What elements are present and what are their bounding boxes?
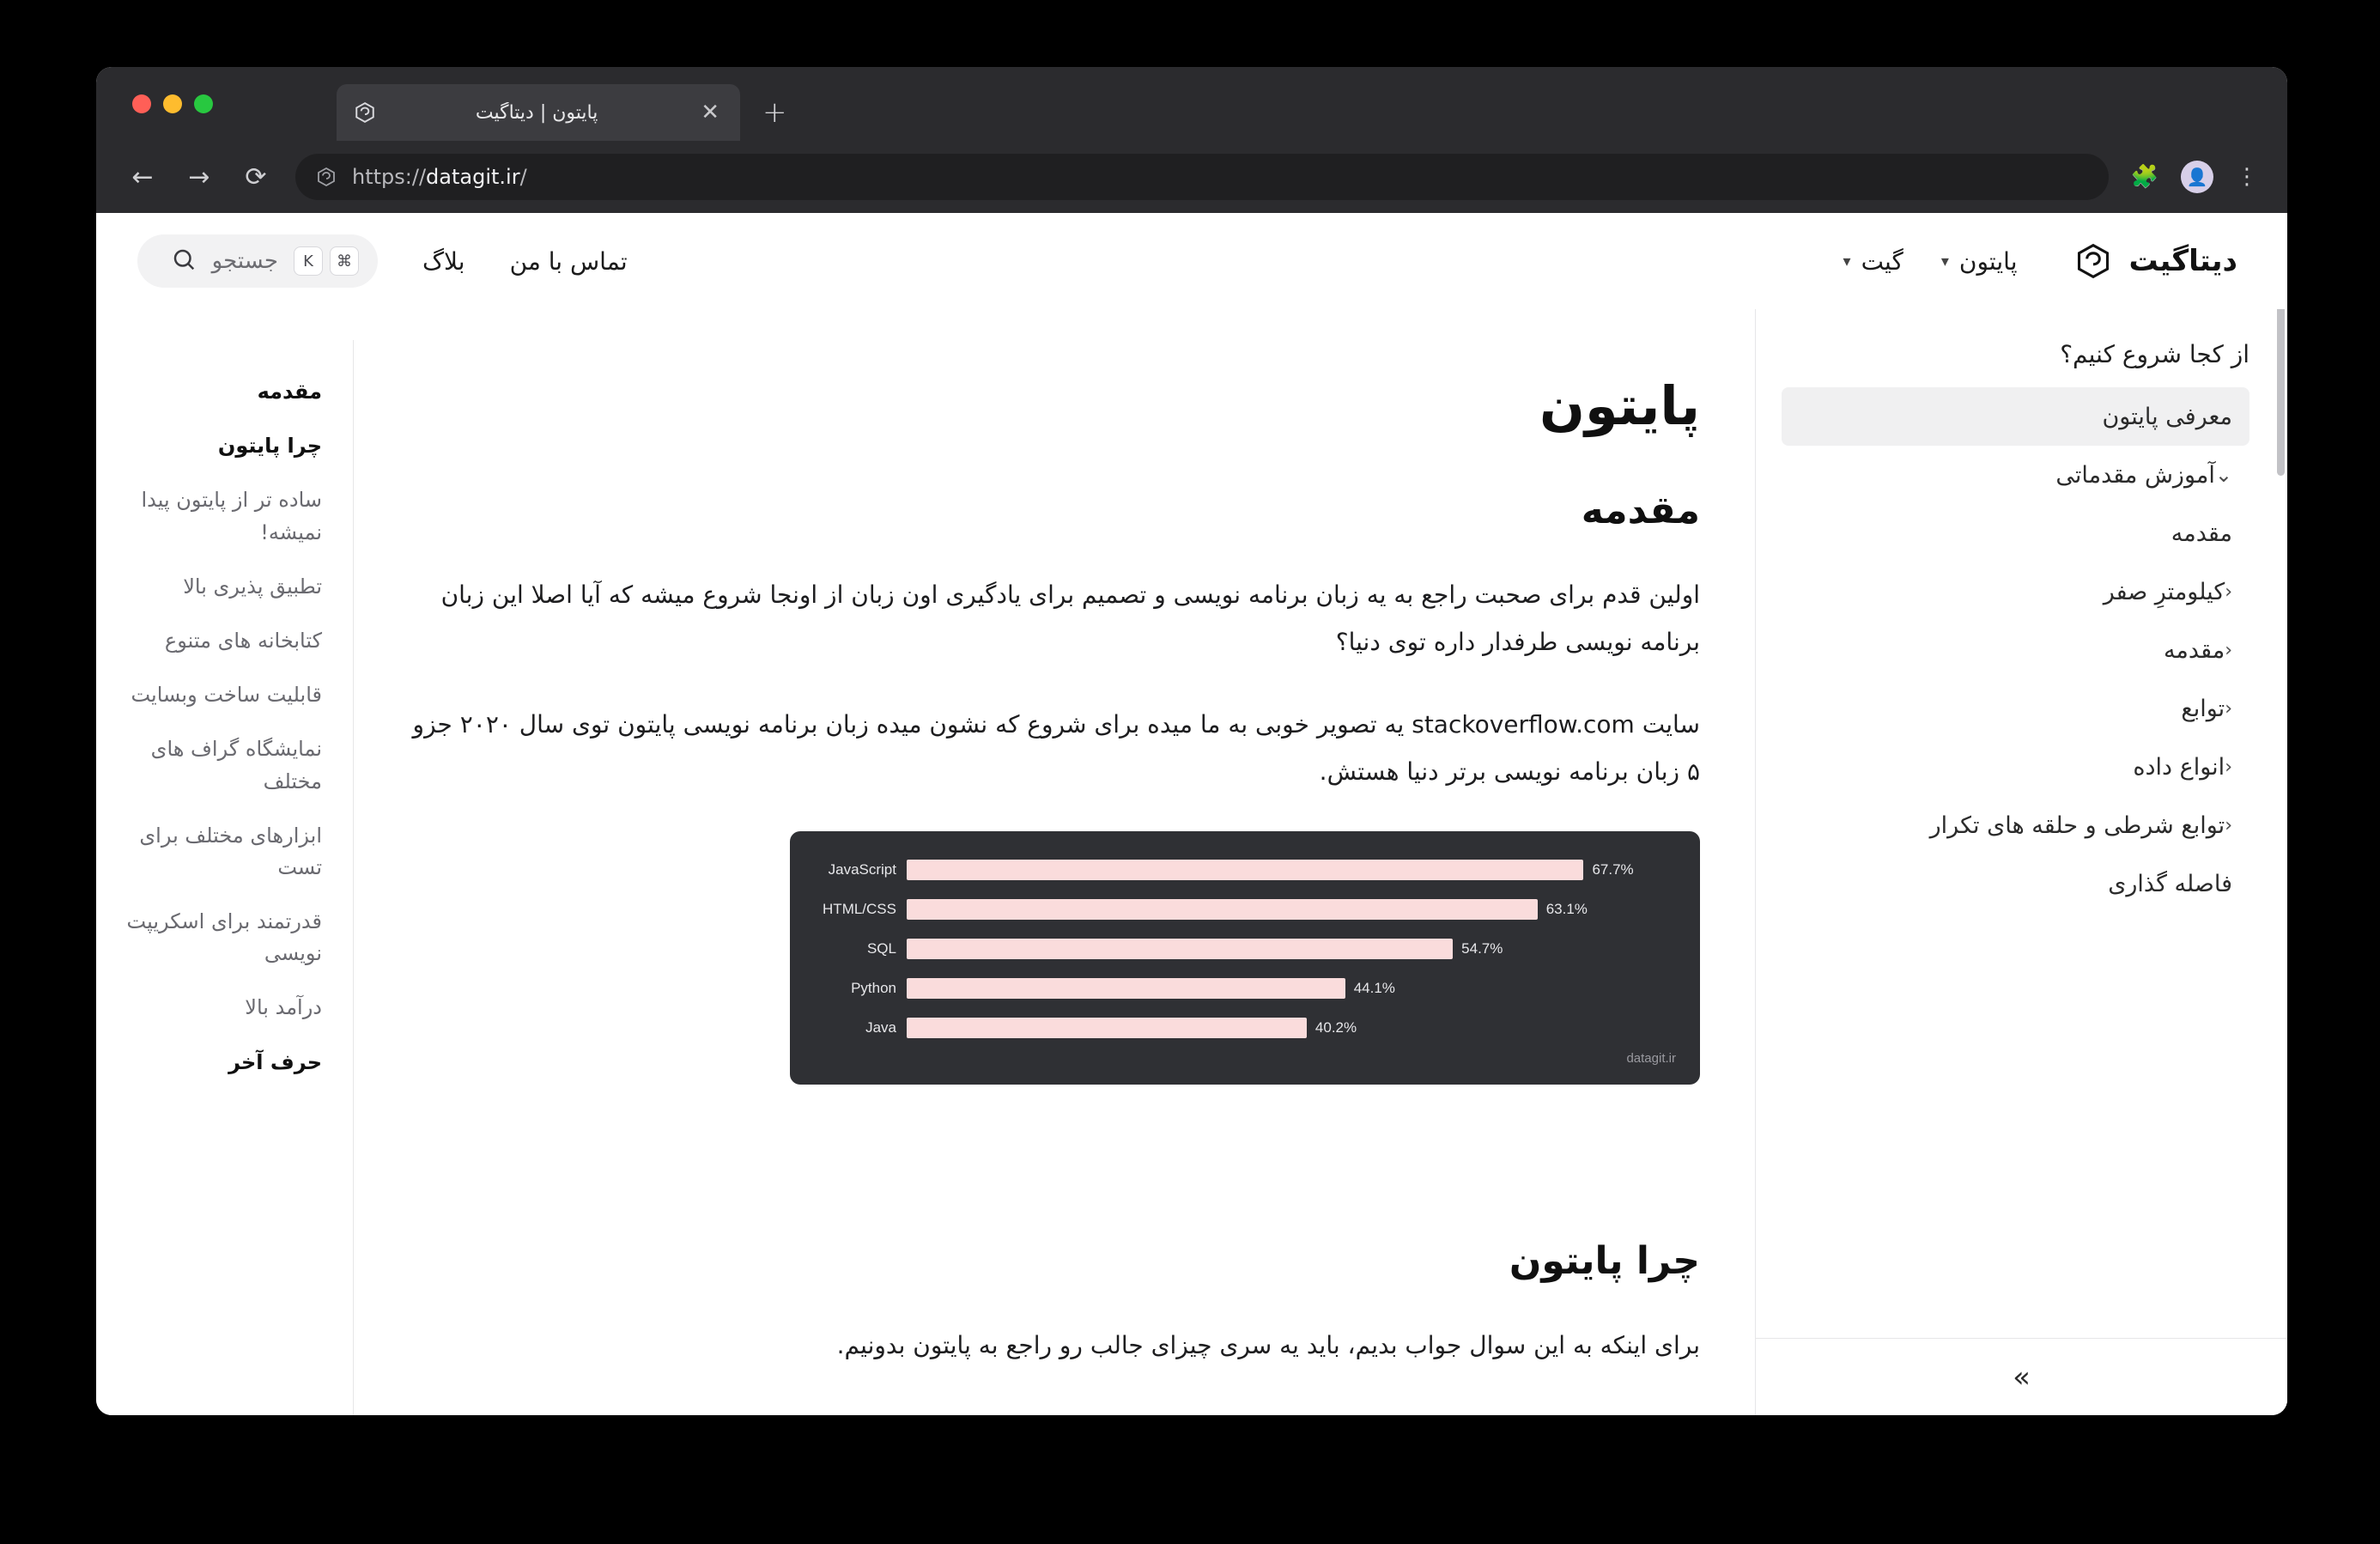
toolbar-right-group xyxy=(2131,161,2258,193)
chart-bar-row xyxy=(814,854,1676,886)
table-of-contents xyxy=(96,340,354,1415)
tab-title: پایتون | دیتاگیت xyxy=(475,101,598,124)
toc-item[interactable]: حرف آخر xyxy=(228,1049,322,1074)
minimize-window-icon[interactable] xyxy=(163,94,182,113)
reload-icon[interactable]: ⟳ xyxy=(245,161,267,192)
paragraph-intro-1: اولین قدم برای صحبت راجع به یه زبان برنامه نویسی و تصمیم برای یادگیری اون زبان از اونجا شروع میشه که آیا اصلا این زبان برنامه نویسی طرفدار داره توی دنیا؟ xyxy=(440,581,1700,656)
paragraph-intro-2 xyxy=(393,702,1700,795)
browser-titlebar xyxy=(96,67,2287,141)
window-traffic-lights[interactable] xyxy=(132,94,213,113)
search-placeholder: جستجو xyxy=(211,248,278,274)
bar-track xyxy=(907,899,1676,920)
sidebar-item-conditionals-loops[interactable] xyxy=(1782,796,2249,854)
section-heading-why-python: چرا پایتون xyxy=(1509,1239,1700,1284)
url-scheme: https:// xyxy=(352,165,427,189)
bar-fill xyxy=(907,860,1583,880)
address-bar-url xyxy=(352,165,527,189)
datagit-logo-icon xyxy=(314,165,338,189)
sidebar-item-spacing[interactable] xyxy=(1782,854,2249,913)
chevron-double-right-icon: » xyxy=(2013,1359,2031,1395)
bar-track xyxy=(907,978,1676,999)
brand-name: دیتاگیت xyxy=(2128,244,2237,278)
chevron-down-icon: ⌄ xyxy=(2214,463,2232,487)
article-body xyxy=(354,340,1755,1415)
search-input[interactable] xyxy=(137,234,378,288)
chart-bar-row xyxy=(814,972,1676,1005)
toc-item[interactable]: ابزارهای مختلف برای تست xyxy=(139,823,322,879)
bar-label: JavaScript xyxy=(828,861,896,878)
header-right-group xyxy=(137,234,628,288)
bar-track xyxy=(907,939,1676,959)
browser-tab[interactable] xyxy=(337,84,740,141)
chevron-down-icon: ▾ xyxy=(1940,252,1949,271)
close-window-icon[interactable] xyxy=(132,94,151,113)
nav-link-blog[interactable]: بلاگ xyxy=(422,246,465,276)
forward-icon[interactable]: → xyxy=(188,161,210,192)
browser-toolbar xyxy=(96,141,2287,213)
sidebar-item-label: انواع داده xyxy=(2133,753,2225,781)
page-title: پایتون xyxy=(1539,374,1700,437)
brand-logo[interactable] xyxy=(2072,240,2237,283)
sidebar-item-label: مقدمه xyxy=(2171,520,2232,547)
nav-item-python-label: پایتون xyxy=(1958,246,2018,276)
back-icon[interactable]: ← xyxy=(131,161,154,192)
bar-label: SQL xyxy=(866,940,896,957)
toc-item[interactable]: نمایشگاه گراف های مختلف xyxy=(150,737,322,793)
sidebar-item-kilometer-zero[interactable] xyxy=(1782,562,2249,621)
toc-item[interactable]: مقدمه xyxy=(257,380,322,404)
zoom-window-icon[interactable] xyxy=(194,94,213,113)
nav-item-git[interactable] xyxy=(1843,247,1903,276)
new-tab-button[interactable]: + xyxy=(762,95,787,130)
sidebar-item-label: توابع xyxy=(2181,695,2225,722)
bar-label: Java xyxy=(865,1019,896,1036)
bar-fill xyxy=(907,939,1453,959)
search-shortcut xyxy=(294,246,359,276)
section-heading-intro: مقدمه xyxy=(1581,489,1700,532)
page-viewport xyxy=(96,213,2287,1415)
sidebar-item-data-types[interactable] xyxy=(1782,738,2249,796)
sidebar-item-label: کیلومترِ صفر xyxy=(2103,578,2225,605)
toc-item[interactable]: ساده تر از پایتون پیدا نمیشه! xyxy=(141,488,322,544)
toc-item[interactable]: درآمد بالا xyxy=(245,995,322,1020)
main-content xyxy=(96,213,1755,1415)
doc-sidebar-title: از کجا شروع کنیم؟ xyxy=(2060,340,2249,368)
kbd-k: K xyxy=(294,246,323,276)
sidebar-collapse-button[interactable] xyxy=(1756,1338,2287,1415)
site-header xyxy=(96,213,2287,309)
chevron-left-icon: ‹ xyxy=(2225,639,2232,661)
sidebar-item-label: آموزش مقدماتی xyxy=(2055,461,2215,489)
bar-value: 54.7% xyxy=(1461,940,1503,957)
chevron-left-icon: ‹ xyxy=(2225,756,2232,778)
nav-link-contact[interactable]: تماس با من xyxy=(509,246,628,276)
sidebar-item-moghaddame-1[interactable] xyxy=(1782,504,2249,562)
sidebar-item-moghaddame-2[interactable] xyxy=(1782,621,2249,679)
sidebar-item-label: معرفی پایتون xyxy=(2102,403,2232,430)
bar-value: 63.1% xyxy=(1545,901,1588,918)
address-bar[interactable] xyxy=(295,154,2109,200)
bar-fill xyxy=(907,1018,1307,1038)
chevron-down-icon: ▾ xyxy=(1843,252,1851,271)
url-host: datagit.ir xyxy=(426,165,520,189)
nav-item-python[interactable] xyxy=(1941,247,2018,276)
toc-item[interactable]: قدرتمند برای اسکریپت نویسی xyxy=(126,909,322,966)
toc-item[interactable]: تطبیق پذیری بالا xyxy=(183,574,322,599)
doc-sidebar xyxy=(1755,213,2287,1415)
extensions-icon[interactable]: 🧩 xyxy=(2130,164,2158,190)
bar-track xyxy=(907,1018,1676,1038)
toc-item[interactable]: کتابخانه های متنوع xyxy=(164,628,322,653)
sidebar-item-label: توابع شرطی و حلقه های تکرار xyxy=(1929,812,2225,839)
page-scrollbar[interactable] xyxy=(2275,213,2287,1415)
url-path: / xyxy=(519,165,527,189)
paragraph-text-after: یه تصویر خوبی به ما میده برای شروع که نشون میده زبان برنامه نویسی پایتون توی سال ۲۰۲۰ جزو ۵ زبان برنامه نویسی برتر دنیا هستش. xyxy=(412,710,1700,786)
chart-bar-row xyxy=(814,933,1676,965)
bar-value: 67.7% xyxy=(1592,861,1634,878)
toc-item[interactable]: قابلیت ساخت وبسایت xyxy=(131,683,322,708)
chart-bar-row xyxy=(814,1012,1676,1044)
nav-item-git-label: گیت xyxy=(1861,246,1903,276)
bar-fill xyxy=(907,899,1538,920)
sidebar-item-label: فاصله گذاری xyxy=(2108,870,2232,897)
datagit-logo-icon xyxy=(2072,240,2115,283)
chevron-left-icon: ‹ xyxy=(2225,814,2232,836)
bar-track xyxy=(907,860,1676,880)
site-nav-menu xyxy=(1843,247,2018,276)
sidebar-item-basic-course[interactable] xyxy=(1782,446,2249,504)
bar-value: 40.2% xyxy=(1314,1019,1357,1036)
profile-avatar-icon[interactable]: 👤 xyxy=(2181,161,2213,193)
browser-window xyxy=(96,67,2287,1415)
datagit-logo-icon xyxy=(352,100,378,125)
chevron-left-icon: ‹ xyxy=(2225,697,2232,720)
bar-fill xyxy=(907,978,1345,999)
close-icon[interactable]: ✕ xyxy=(701,100,719,125)
paragraph-why-python: برای اینکه به این سوال جواب بدیم، باید یه سری چیزای جالب رو راجع به پایتون بدونیم. xyxy=(836,1331,1700,1360)
chart-bar-row xyxy=(814,893,1676,926)
bar-label: Python xyxy=(851,980,896,997)
chevron-left-icon: ‹ xyxy=(2225,581,2232,603)
language-popularity-chart xyxy=(790,831,1700,1085)
browser-menu-icon[interactable]: ⋮ xyxy=(2236,164,2258,190)
sidebar-item-functions[interactable] xyxy=(1782,679,2249,738)
bar-label: HTML/CSS xyxy=(823,901,896,918)
kbd-command: ⌘ xyxy=(330,246,359,276)
chart-credit: datagit.ir xyxy=(1626,1051,1676,1067)
sidebar-item-intro-python[interactable] xyxy=(1782,387,2249,446)
paragraph-text-before: سایت xyxy=(1634,710,1700,739)
sidebar-item-label: مقدمه xyxy=(2163,636,2225,664)
search-icon xyxy=(171,246,197,276)
tab-strip xyxy=(337,84,787,141)
bar-value: 44.1% xyxy=(1353,980,1395,997)
stackoverflow-link[interactable]: stackoverflow.com xyxy=(1412,710,1635,739)
toc-item[interactable]: چرا پایتون xyxy=(217,434,322,459)
